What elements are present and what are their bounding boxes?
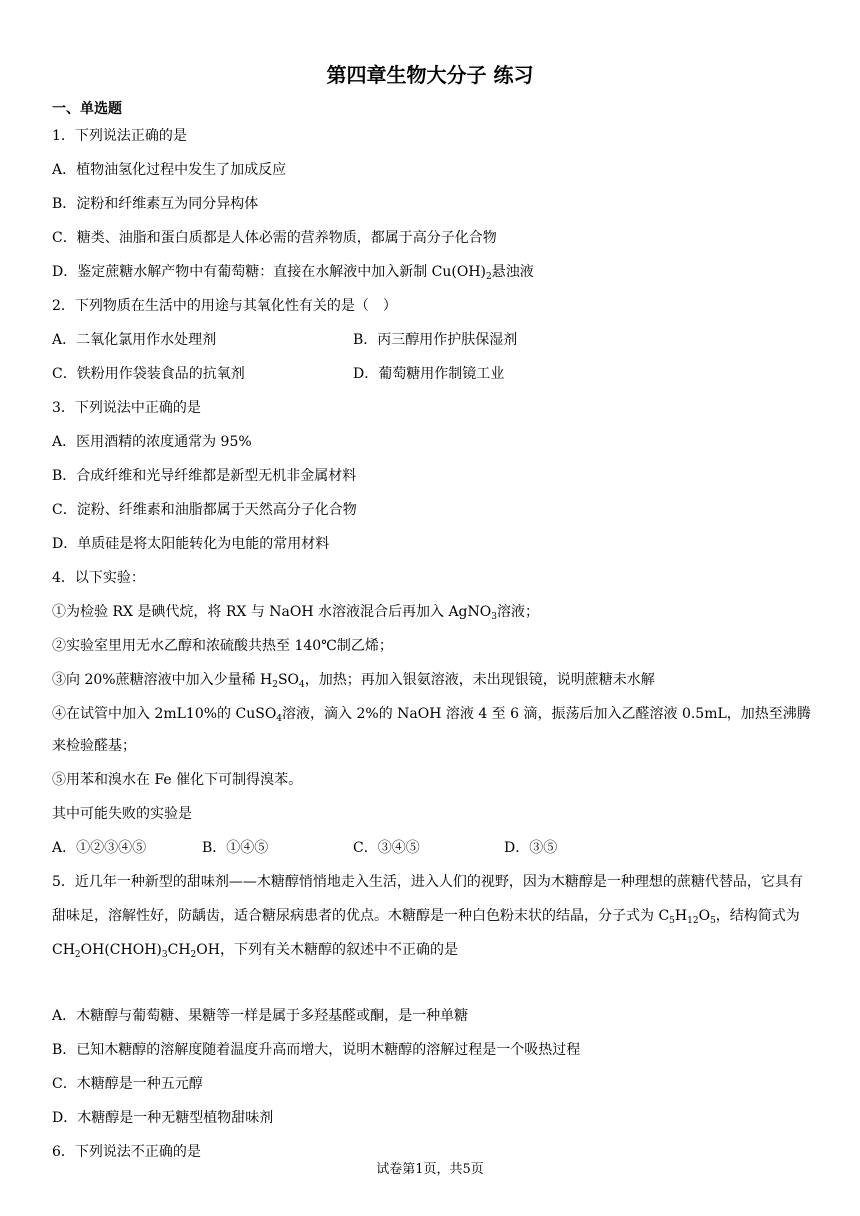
- question-2-option-c: C．铁粉用作袋装食品的抗氧剂: [52, 366, 245, 382]
- question-3-option-b: B．合成纤维和光导纤维都是新型无机非金属材料: [52, 468, 357, 484]
- question-4-ask: 其中可能失败的实验是: [52, 806, 192, 822]
- question-5-option-c: C．木糖醇是一种五元醇: [52, 1076, 203, 1092]
- page-title: 第四章生物大分子 练习: [326, 63, 534, 87]
- question-2-stem: 2．下列物质在生活中的用途与其氧化性有关的是（ ）: [52, 298, 397, 314]
- page-footer: 试卷第1页，共5页: [376, 1162, 484, 1177]
- question-4-experiment-1: [52, 601, 539, 623]
- question-4-option-b: B．①④⑤: [202, 840, 269, 856]
- q5-struct-ch: CH: [167, 942, 191, 958]
- question-2-option-d: D．葡萄糖用作制镜工业: [353, 366, 505, 382]
- q1-d-text: D．鉴定蔗糖水解产物中有葡萄糖：直接在水解液中加入新制 Cu(OH): [52, 264, 487, 280]
- question-4-option-c: C．③④⑤: [353, 840, 420, 856]
- q5-struct-sub-3: 2: [190, 950, 197, 960]
- q5-formula-sub-c: 5: [669, 916, 675, 926]
- q5-stem-mid: ，结构简式为 CH: [52, 908, 800, 958]
- q5-struct-mid: OH(CHOH): [80, 942, 162, 958]
- q5-stem-tail: OH，下列有关木糖醇的叙述中不正确的是: [196, 942, 458, 958]
- q4-e3-tail: ，加热；再加入银氨溶液，未出现银镜，说明蔗糖未水解: [304, 672, 655, 688]
- q4-e3-text: ③向 20%蔗糖溶液中加入少量稀 H: [52, 672, 273, 688]
- q5-stem-text: 5．近几年一种新型的甜味剂——木糖醇悄悄地走入生活，进入人们的视野，因为木糖醇是一种理想的蔗糖代替品，它具有甜味足，溶解性好，防龋齿，适合糖尿病患者的优点。木糖醇是一种白色粉末状的结晶，分子式为 C: [52, 874, 803, 924]
- q1-d-tail: 悬浊液: [491, 264, 534, 280]
- q5-formula-h: H: [674, 908, 688, 924]
- question-2-option-a: A．二氧化氯用作水处理剂: [52, 332, 217, 348]
- q4-e3-subscript-2: 4: [299, 680, 305, 690]
- question-4-stem: 4．以下实验：: [52, 570, 145, 586]
- question-1-stem: 1．下列说法正确的是: [52, 128, 187, 144]
- q4-e4-subscript: 4: [276, 714, 283, 724]
- question-5-option-b: B．已知木糖醇的溶解度随着温度升高而增大，说明木糖醇的溶解过程是一个吸热过程: [52, 1042, 581, 1058]
- section-heading: 一、单选题: [52, 101, 122, 117]
- q5-formula-sub-o: 5: [710, 916, 716, 926]
- question-4-option-a: A．①②③④⑤: [52, 840, 147, 856]
- question-5-option-a: A．木糖醇与葡萄糖、果糖等一样是属于多羟基醛或酮，是一种单糖: [52, 1008, 469, 1024]
- q4-e3-mid: SO: [277, 672, 300, 688]
- question-5-stem: [52, 865, 816, 967]
- q4-e1-tail: 溶液；: [496, 604, 539, 620]
- question-4-experiment-5: ⑤用苯和溴水在 Fe 催化下可制得溴苯。: [52, 772, 303, 788]
- question-1-option-a: A．植物油氢化过程中发生了加成反应: [52, 162, 287, 178]
- q5-formula-o: O: [698, 908, 711, 924]
- question-2-option-b: B．丙三醇用作护肤保湿剂: [353, 332, 518, 348]
- question-1-option-c: C．糖类、油脂和蛋白质都是人体必需的营养物质，都属于高分子化合物: [52, 230, 497, 246]
- q4-e3-subscript-1: 2: [272, 680, 278, 690]
- q5-struct-sub-1: 2: [74, 950, 81, 960]
- question-3-stem: 3．下列说法中正确的是: [52, 400, 201, 416]
- question-5-option-d: D．木糖醇是一种无糖型植物甜味剂: [52, 1110, 274, 1126]
- question-6-stem: 6．下列说法不正确的是: [52, 1144, 201, 1160]
- q4-e4-tail: 溶液，滴入 2%的 NaOH 溶液 4 至 6 滴，振荡后加入乙醛溶液 0.5mL，加热至沸腾来检验醛基；: [52, 706, 811, 754]
- question-1-option-b: B．淀粉和纤维素互为同分异构体: [52, 196, 259, 212]
- q4-e1-text: ①为检验 RX 是碘代烷，将 RX 与 NaOH 水溶液混合后再加入 AgNO: [52, 604, 492, 620]
- question-4-experiment-4: [52, 698, 812, 762]
- question-3-option-c: C．淀粉、纤维素和油脂都属于天然高分子化合物: [52, 502, 357, 518]
- question-1-option-d: [52, 261, 534, 283]
- q4-e4-text: ④在试管中加入 2mL10%的 CuSO: [52, 706, 277, 722]
- question-3-option-a: A．医用酒精的浓度通常为 95%: [52, 434, 252, 450]
- q5-formula-sub-h: 12: [687, 916, 699, 926]
- question-4-option-d: D．③⑤: [504, 840, 558, 856]
- q5-struct-sub-2: 3: [161, 950, 168, 960]
- question-4-experiment-3: [52, 669, 655, 691]
- q4-e1-subscript: 3: [491, 612, 497, 622]
- q1-d-subscript: 2: [486, 272, 492, 282]
- question-4-experiment-2: ②实验室里用无水乙醇和浓硫酸共热至 140℃制乙烯；: [52, 638, 393, 654]
- question-3-option-d: D．单质硅是将太阳能转化为电能的常用材料: [52, 536, 330, 552]
